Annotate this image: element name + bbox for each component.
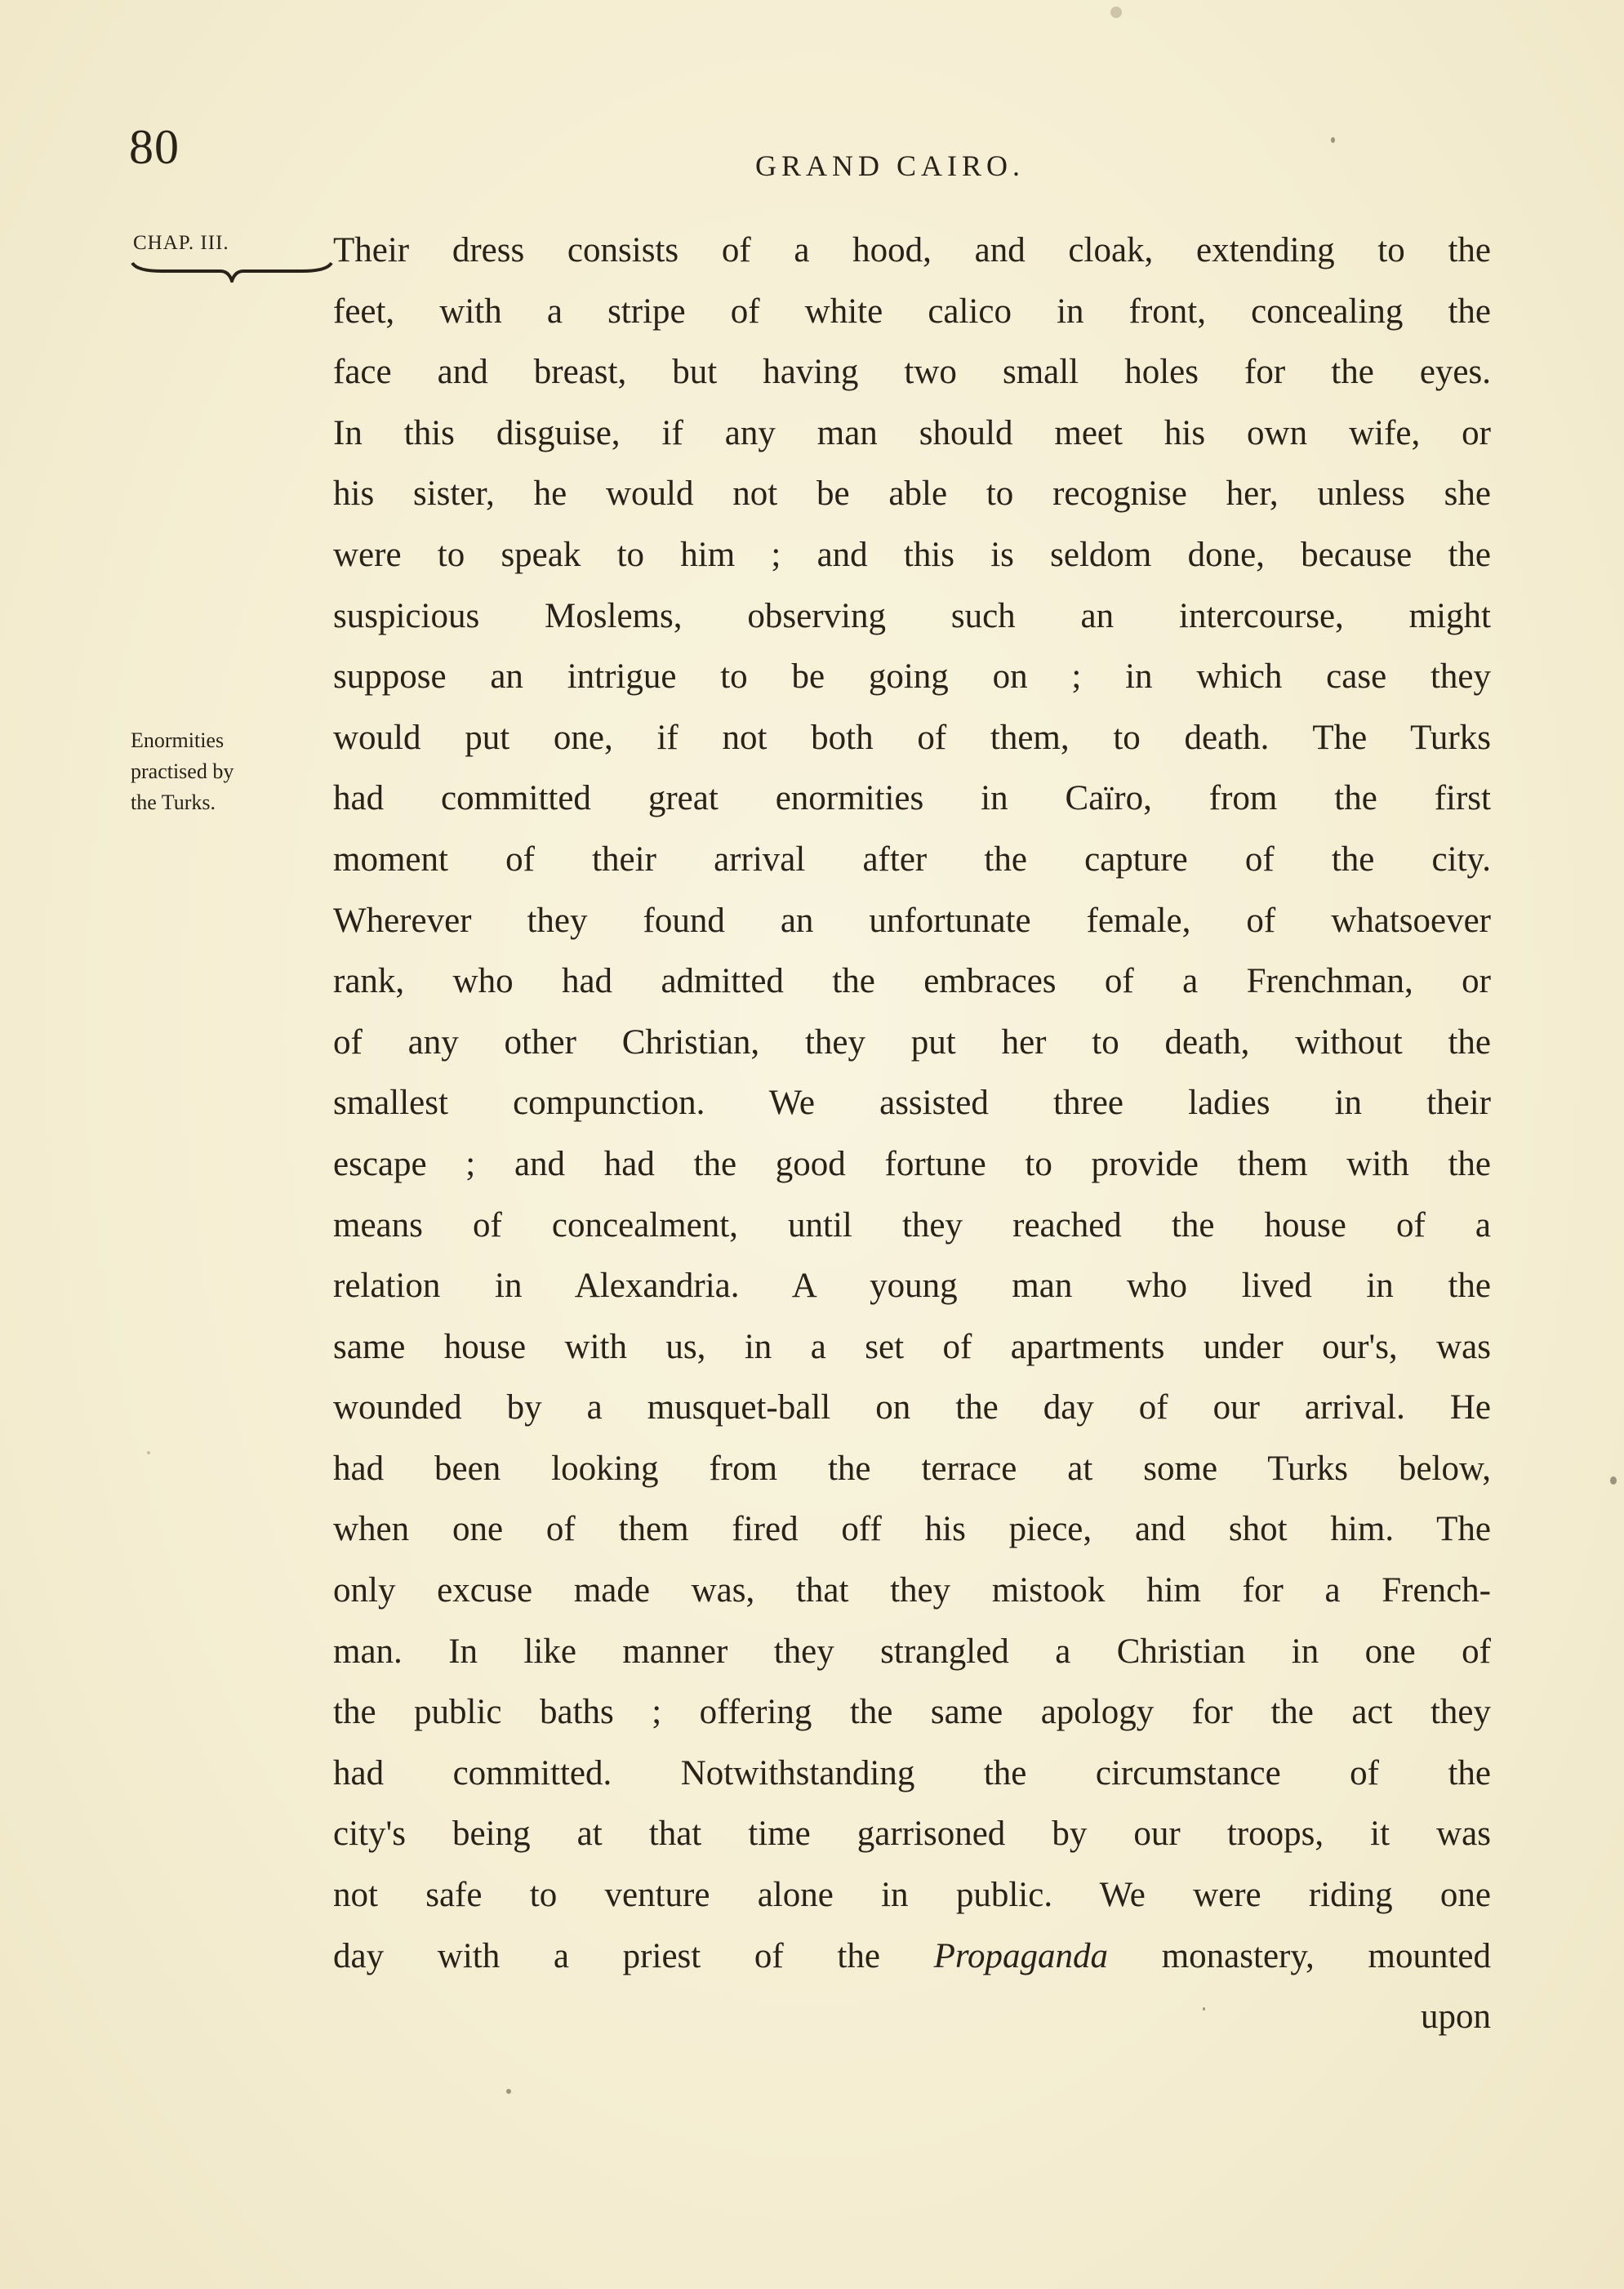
- text-line: his sister, he would not be able to recognise her, unless she: [333, 474, 1491, 514]
- chapter-label: CHAP. III.: [133, 232, 229, 254]
- paper-speck: [506, 2089, 511, 2094]
- text-line: man. In like manner they strangled a Christian in one of: [333, 1632, 1491, 1671]
- text-line: rank, who had admitted the embraces of a Frenchman, or: [333, 962, 1491, 1001]
- text-line: Their dress consists of a hood, and cloak, extending to the: [333, 231, 1491, 269]
- chapter-brace-icon: [129, 258, 335, 283]
- text-line: In this disguise, if any man should meet his own wife, or: [333, 413, 1491, 452]
- body-text: [333, 220, 1491, 2048]
- paper-speck: [1610, 1476, 1617, 1485]
- text-line-with-italic: [333, 1926, 1491, 1988]
- text-line: means of concealment, until they reached the house of a: [333, 1205, 1491, 1245]
- text-line: the public baths ; offering the same apology for the act they: [333, 1693, 1491, 1732]
- text-line: were to speak to him ; and this is seldom done, because the: [333, 535, 1491, 574]
- text-line: same house with us, in a set of apartments under our's, was: [333, 1327, 1491, 1366]
- text-line: had committed. Notwithstanding the circumstance of the: [333, 1753, 1491, 1792]
- text-line: wounded by a musquet-ball on the day of our arrival. He: [333, 1388, 1491, 1427]
- catchword: upon: [1421, 1997, 1491, 2037]
- text-line: city's being at that time garrisoned by our troops, it was: [333, 1815, 1491, 1854]
- margin-note-line: practised by: [131, 759, 234, 783]
- paper-speck: [1203, 2007, 1205, 2011]
- text-line: would put one, if not both of them, to death. The Turks: [333, 718, 1491, 757]
- text-line: feet, with a stripe of white calico in front, concealing the: [333, 292, 1491, 331]
- margin-note-line: the Turks.: [131, 790, 216, 814]
- text-line: of any other Christian, they put her to death, without the: [333, 1022, 1491, 1062]
- margin-note-line: Enormities: [131, 728, 225, 752]
- text-line: suspicious Moslems, observing such an intercourse, might: [333, 596, 1491, 635]
- text-line: Wherever they found an unfortunate female, of whatsoever: [333, 901, 1491, 940]
- text-line: when one of them fired off his piece, and shot him. The: [333, 1510, 1491, 1549]
- text-line: escape ; and had the good fortune to provide them with the: [333, 1144, 1491, 1183]
- text-line: suppose an intrigue to be going on ; in which case they: [333, 657, 1491, 697]
- text-line: moment of their arrival after the capture of the city.: [333, 839, 1491, 879]
- running-head: GRAND CAIRO.: [754, 149, 1025, 182]
- paper-speck: [1331, 137, 1335, 143]
- italic-term: Propaganda: [933, 1936, 1109, 1975]
- text-line: had committed great enormities in Caïro, from the first: [333, 779, 1491, 818]
- text-line: face and breast, but having two small holes for the eyes.: [333, 353, 1491, 392]
- text-line: had been looking from the terrace at some Turks below,: [333, 1449, 1491, 1488]
- paper-speck: [1110, 7, 1122, 18]
- text-line: not safe to venture alone in public. We were riding one: [333, 1876, 1491, 1915]
- paper-speck: [147, 1451, 150, 1454]
- page-number: 80: [129, 120, 180, 174]
- text-line: relation in Alexandria. A young man who lived in the: [333, 1267, 1491, 1306]
- text-line: smallest compunction. We assisted three ladies in their: [333, 1084, 1491, 1123]
- margin-note: [131, 725, 294, 818]
- text-segment: monastery, mounted: [1108, 1936, 1491, 1975]
- text-segment: day with a priest of the: [333, 1936, 934, 1975]
- text-line: only excuse made was, that they mistook him for a French-: [333, 1571, 1491, 1610]
